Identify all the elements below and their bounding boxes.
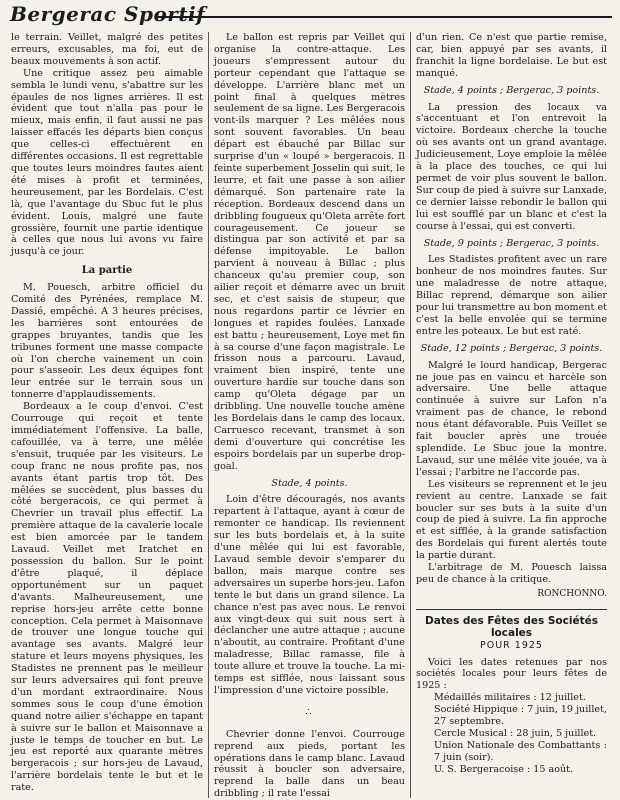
score-line: Stade, 9 points ; Bergerac, 3 points. — [423, 237, 600, 249]
event-date-item: Société Hippique : 7 juin, 19 juillet, 27 septembre. — [434, 704, 608, 728]
article-paragraph: d'un rien. Ce n'est que partie remise, car, bien appuyé par ses avants, il franchit la ligne bordelaise. Le but est manqué. — [416, 32, 607, 79]
article-paragraph: Le ballon est repris par Veillet qui organise la contre-attaque. Les joueurs s'empressent autour du porteur cependant que l'attaque se développe. L'arrière blanc met un point final à quelques mètres seulement de sa ligne. Les Bergeracois vont-ils marquer ? Les mêlées nous sont souvent favorables. Un beau départ est ébauché par Billac sur surprise d'un « loupé » bergeracois. Il feinte superbement Josselin qui suit, le leurre, et fait une passe à son ailier démarqué. Son partenaire rate la réception. Bordeaux descend dans un dribbling fougueux qu'Oleta arrête fort courageusement. Ce joueur se distingua par son activité et par sa défense impitoyable. Le ballon parvient à nouveau à Billac ; plus chanceux qu'au premier coup, son ailier reçoit et démarre avec un bruit sec, et c'est saisis de stupeur, que nous regardons partir ce lévrier en longues et rapides foulées. Lanxade est battu ; heureusement, Loye met fin à sa course d'une façon magistrale. Le frisson nous a parcouru. Lavaud, vraiment bien inspiré, tente une ouverture hardie sur touche dans son camp qu'Oleta dégage par un dribbling. Une nouvelle touche amène les Bordelais dans le camp des locaux. Carruesco recevant, transmet à son demi d'ouverture qui concrétise les espoirs bordelais par un superbe drop-goal. — [214, 32, 405, 472]
column-1 — [6, 32, 208, 798]
article-paragraph: Malgré le lourd handicap, Bergerac ne joue pas en vaincu et harcèle son adversaire. Une belle attaque continuée à suivre sur Lafon n'a vraiment pas de chance, le rebond nous étant défavorable. Puis Veillet se fait boucler après une trouée splendide. Le Sbuc joue la montre. Lavaud, sur une mêlée vite jouée, va à l'essai ; l'arbitre ne l'accorde pas. — [416, 359, 607, 478]
masthead-rule — [156, 16, 612, 18]
article-paragraph: Chevrier donne l'envoi. Courrouge reprend aux pieds, portant les opérations dans le camp blanc. Lavaud réussit à boucler son adversaire, reprend la balle dans un beau dribbling ; il rate l'essai — [214, 728, 405, 798]
event-date-item: Médaillés militaires : 12 juillet. — [434, 692, 586, 704]
article-paragraph: L'arbitrage de M. Pouesch laissa peu de chance à la critique. — [416, 562, 607, 585]
section-separator: ∴ — [305, 706, 314, 718]
notice-title: Dates des Fêtes des Sociétés locales — [425, 614, 598, 639]
score-line: Stade, 4 points ; Bergerac, 3 points. — [423, 84, 600, 96]
article-paragraph: La pression des locaux va s'accentuant et l'on entrevoit la victoire. Bordeaux cherche la touche où ses avants ont un grand avantage. Judicieusement, Loye emploie la mêlée à la place des touches, ce qui lui permet de voir plus souvent le ballon. Sur coup de pied à suivre sur Lanxade, ce dernier laisse rebondir le ballon qui lui est soufflé par un blanc et c'est la course à l'essai, qui est converti. — [416, 101, 607, 232]
event-date-item: U. S. Bergeracoise : 15 août. — [434, 763, 574, 775]
masthead — [6, 2, 614, 32]
author-signature: RONCHONNO. — [537, 588, 607, 599]
article-paragraph: Bordeaux a le coup d'envoi. C'est Courrouge qui reçoit et tente immédiatement l'offensive. La balle, cafouillée, va à terre, une mêlée s'ensuit, truquée par les visiteurs. Le coup franc ne nous profite pas, nos avants étant partis trop tôt. Des mêlées se succèdent, plus basses du côté bergeracois, ce qui permet à Chevrier un travail plus effectif. La première attaque de la cavalerie locale est bien amorcée par le tandem Lavaud. Veillet met Iratchet en possession du ballon. Sur le point d'être plaqué, il déplace opportunément sur un paquet d'avants. Malheureusement, une reprise hors-jeu arrête cette bonne conception. Cela permet à Maisonnave de trouver une longue touche qui avantage ses avants. Malgré leur stature et leurs moyens physiques, les Stadistes ne prennent pas le meilleur sur leurs adversaires qui font preuve d'un mordant extraordinaire. Nous sommes sous le coup d'une émotion quand notre ailier s'échappe en tapant à suivre sur le ballon et Maisonnave a juste le temps de toucher en but. Le jeu est reporté aux quarante mètres bergeracois ; sur hors-jeu de Lavaud, l'arrière bordelais tente le but et le rate. — [11, 401, 203, 794]
article-paragraph: Les Stadistes profitent avec un rare bonheur de nos moindres fautes. Sur une maladresse de notre attaque, Billac reprend, démarque son ailier pour lui transmettre au bon moment et c'est la belle envolée qui se termine entre les poteaux. Le but est raté. — [416, 254, 607, 337]
article-paragraph: le terrain. Veillet, malgré des petites erreurs, excusables, ma foi, eut de beaux mouvements à son actif. — [11, 32, 203, 67]
section-rule — [416, 609, 607, 610]
article-columns — [6, 32, 614, 798]
score-line: Stade, 12 points ; Bergerac, 3 points. — [420, 342, 603, 354]
score-line: Stade, 4 points. — [271, 477, 348, 489]
event-date-item: Union Nationale des Combattants : 7 juin (soir). — [434, 739, 607, 763]
article-paragraph: Loin d'être découragés, nos avants repartent à l'attaque, ayant à cœur de remonter ce handicap. Ils reviennent sur les buts bordelais et, à la suite d'une mêlée qui lui est favorable, Lavaud semble devoir s'emparer du ballon, mais marque contre ses adversaires un superbe hors-jeu. Lafon tente le but dans un grand silence. La chance n'est pas avec nous. Le renvoi aux vingt-deux qui suit nous sert à déclancher une autre attaque ; aucune n'aboutit, au contraire. Profitant d'une maladresse, Billac ramasse, file à toute allure et trouve la touche. La mi-temps est sifflée, nous laissant sous l'impression d'une victoire possible. — [214, 494, 405, 696]
article-paragraph: M. Pouesch, arbitre officiel du Comité des Pyrénées, remplace M. Dassié, empêché. A 3 heures précises, les barrières sont entourées de grappes bruyantes, tandis que les tribunes forment une masse compacte où l'on cherche vainement un coin pour s'asseoir. Les deux équipes font leur entrée sur le terrain sous un tonnerre d'applaudissements. — [11, 282, 203, 401]
article-paragraph: Les visiteurs se reprennent et le jeu revient au centre. Lanxade se fait boucler sur ses buts à la suite d'un coup de pied à suivre. La fin approche et est sifflée, à la grande satisfaction des Bordelais qui furent alertés toute la partie durant. — [416, 478, 607, 562]
masthead-title: Bergerac Sportif — [10, 2, 206, 26]
column-3 — [410, 32, 612, 798]
section-heading: La partie — [81, 265, 133, 277]
notice-subtitle: POUR 1925 — [480, 639, 543, 651]
column-2 — [208, 32, 410, 798]
event-date-item: Cercle Musical : 28 juin, 5 juillet. — [434, 727, 597, 739]
article-paragraph: Une critique assez peu aimable sembla le lundi venu, s'abattre sur les épaules de nos lignes arrières. Il est évident que tout n'alla pas pour le mieux, mais enfin, il faut aussi ne pas laisser effacés les départs bien conçus que celles-ci effectuèrent en différentes occasions. Il est regrettable que toutes leurs moindres fautes aient été mises à profit et terminées, heureusement, par les Bordelais. C'est là, que l'avantage du Sbuc fut le plus évident. Louis, malgré une faute grossière, fournit une partie identique à celles que nous lui avons vu faire jusqu'à ce jour. — [11, 67, 203, 258]
article-paragraph: Voici les dates retenues par nos sociétés locales pour leurs fêtes de 1925 : — [416, 656, 607, 692]
